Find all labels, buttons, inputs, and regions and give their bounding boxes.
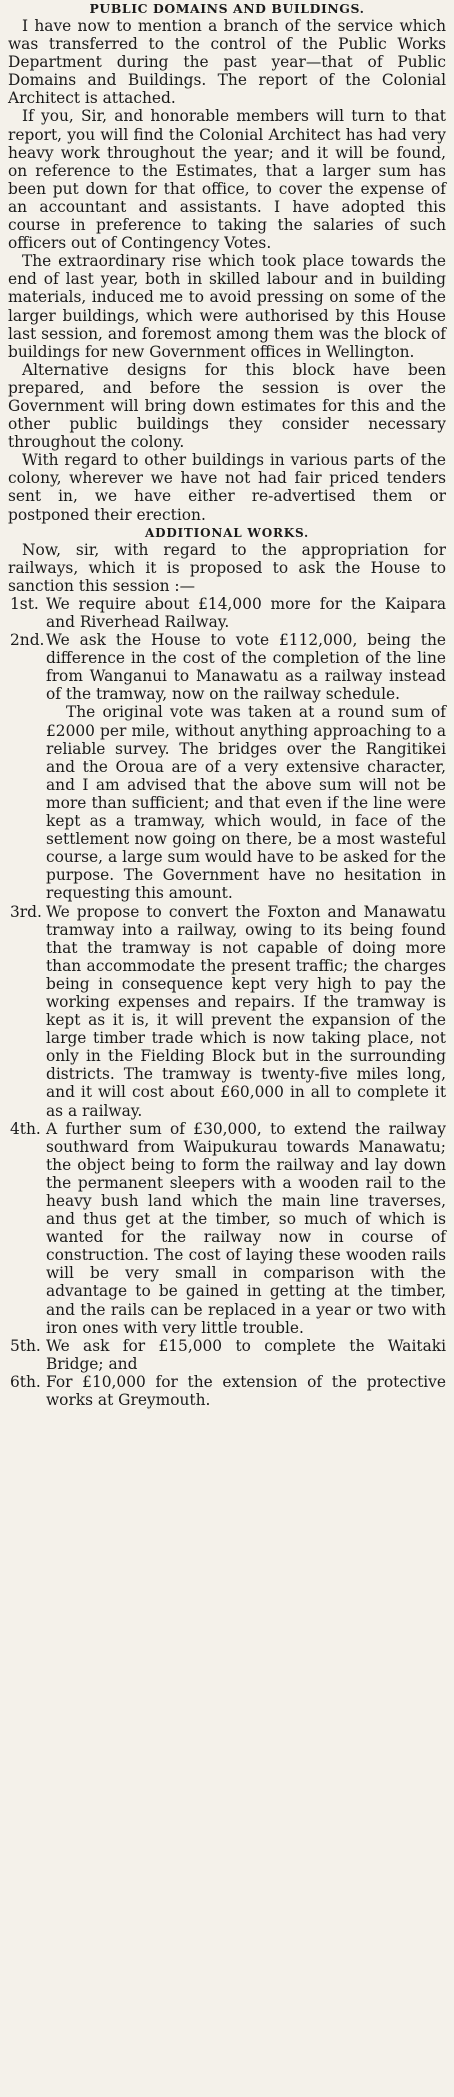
list-item-1st	[8, 595, 446, 631]
paragraph-transfer: I have now to mention a branch of the service which was transferred to the control of the Public Works Department during the past year—that of Public Domains and Buildings. The report of the Colonial Architect is attached.	[8, 17, 446, 108]
list-item-5th	[8, 1337, 446, 1373]
list-item-number: 5th.	[10, 1336, 41, 1355]
list-item-body	[46, 1337, 446, 1373]
list-item-text: The original vote was taken at a round sum of £2000 per mile, without anything approaching to a reliable survey. The bridges over the Rangitikei and the Oroua are of a very extensive character, and I am advised that the above sum will not be more than sufficient; and that even if the line were kept as a tramway, which would, in face of the settlement now going on there, be a most wasteful course, a large sum would have to be asked for the purpose. The Government have no hesitation in requesting this amount.	[46, 703, 446, 903]
list-item-body	[46, 1120, 446, 1337]
list-item-3rd	[8, 903, 446, 1120]
list-item-6th	[8, 1373, 446, 1409]
list-item-body	[46, 631, 446, 902]
list-item-text: We ask for £15,000 to complete the Waitaki Bridge; and	[46, 1336, 446, 1373]
list-item-number: 1st.	[10, 594, 39, 613]
list-item-text: We propose to convert the Foxton and Manawatu tramway into a railway, owing to its being found that the tramway is not capable of doing more than accommodate the present traffic; the charges being in consequence kept very high to pay the working expenses and repairs. If the tramway is kept as it is, it will prevent the expansion of the large timber trade which is now taking place, not only in the Fielding Block but in the surrounding districts. The tramway is twenty-five miles long, and it will cost about £60,000 in all to complete it as a railway.	[46, 902, 446, 1120]
section-heading-public-domains: PUBLIC DOMAINS AND BUILDINGS.	[89, 1, 365, 16]
list-item-text: We ask the House to vote £112,000, being the difference in the cost of the completion of the line from Wanganui to Manawatu as a railway instead of the tramway, now on the railway schedule.	[46, 631, 446, 704]
list-item-body	[46, 1373, 446, 1409]
paragraph-extraordinary-rise: The extraordinary rise which took place towards the end of last year, both in skilled labour and in building materials, induced me to avoid pressing on some of the larger buildings, which were authorised by this House last session, and foremost among them was the block of buildings for new Government offices in Wellington.	[8, 252, 446, 361]
paragraph-railway-appropriation: Now, sir, with regard to the appropriation for railways, which it is proposed to ask the House to sanction this session :—	[8, 540, 446, 595]
list-item-body	[46, 595, 446, 631]
section-heading-additional-works: ADDITIONAL WORKS.	[145, 525, 309, 540]
paragraph-other-buildings: With regard to other buildings in various parts of the colony, wherever we have not had fair priced tenders sent in, we have either re-advertised them or postponed their erection.	[8, 451, 446, 524]
list-item-number: 4th.	[10, 1119, 41, 1138]
list-item-text: We require about £14,000 more for the Kaipara and Riverhead Railway.	[46, 594, 446, 631]
paragraph-alternative-designs: Alternative designs for this block have been prepared, and before the session is over the Government will bring down estimates for this and the other public buildings they consider necessary throughout the colony.	[8, 360, 446, 452]
list-item-2nd	[8, 631, 446, 902]
list-item-4th	[8, 1120, 446, 1337]
list-item-number: 3rd.	[10, 902, 42, 921]
list-item-text: A further sum of £30,000, to extend the railway southward from Waipukurau towards Manawatu; the object being to form the railway and lay down the permanent sleepers with a wooden rail to the heavy bush land which the main line traverses, and thus get at the timber, so much of which is wanted for the railway now in course of construction. The cost of laying these wooden rails will be very small in comparison with the advantage to be gained in getting at the timber, and the rails can be replaced in a year or two with iron ones with very little trouble.	[46, 1119, 446, 1337]
list-item-text: For £10,000 for the extension of the protective works at Greymouth.	[46, 1372, 446, 1410]
list-item-number: 6th.	[10, 1372, 41, 1391]
paragraph-colonial-architect: If you, Sir, and honorable members will turn to that report, you will find the Colonial Architect has had very heavy work throughout the year; and it will be found, on reference to the Estimates, that a larger sum has been put down for that office, to cover the expense of an accountant and assistants. I have adopted this course in preference to taking the salaries of such officers out of Contingency Votes.	[8, 107, 446, 253]
list-item-number: 2nd.	[10, 631, 45, 650]
list-item-body	[46, 903, 446, 1120]
newspaper-column	[8, 0, 446, 1409]
